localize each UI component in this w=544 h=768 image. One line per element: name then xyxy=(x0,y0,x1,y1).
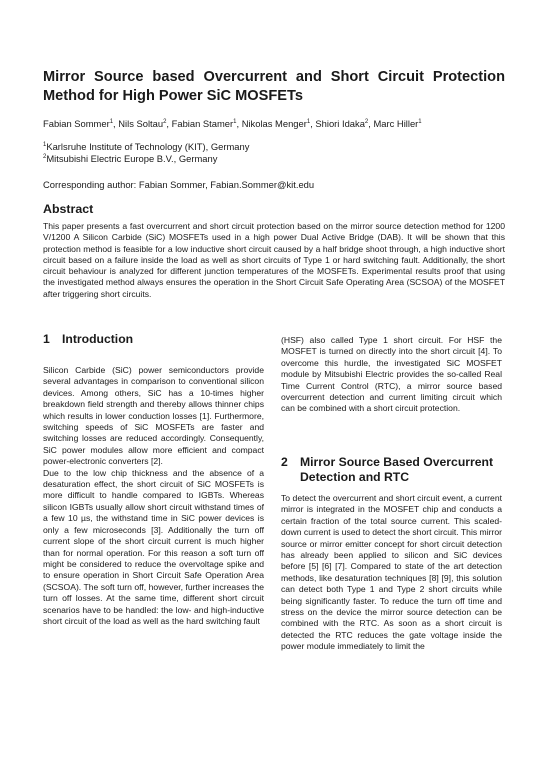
author: Fabian Sommer$^1$, xyxy=(43,118,119,129)
left-column xyxy=(43,365,264,627)
right-column-continuation xyxy=(281,335,502,415)
corresponding-author: Corresponding author: Fabian Sommer, Fabian.Sommer@kit.edu xyxy=(43,179,315,190)
body-paragraph: To detect the overcurrent and short circuit event, a current mirror is integrated in the MOSFET chip and conducts a certain fraction of the total source current. This scaled-down current is used to detect the short circuit. This mirror source or mirror emitter concept for short circuit detection has already been applied to silicon and SiC devices before [5] [6] [7]. Compared to state of the art detection methods, like desaturation techniques [8] [9], this solution can detect both Type 1 and Type 2 short circuits while being significantly faster. To reduce the turn off time and stress on the device the mirror source detection can be combined with the RTC. As soon as a short circuit is detected the RTC reduces the gate voltage inside the power module immediately to limit the xyxy=(281,493,502,652)
author-list xyxy=(43,118,513,130)
body-paragraph: (HSF) also called Type 1 short circuit. For HSF the MOSFET is turned on directly into the short circuit [4]. To overcome this hurdle, the investigated SiC MOSFET module by Mitsubishi Electric provides the so-called Real Time Current Control (RTC), a mirror source based overcurrent detection and current limiting circuit which can be combined with a short circuit protection. xyxy=(281,335,502,414)
body-paragraph: Due to the low chip thickness and the absence of a desaturation effect, the short circuit of SiC MOSFETs is more difficult to handle compared to IGBTs. Whereas silicon IGBTs usually allow short circuit withstand times of a few 10 µs, the withstand time in SiC power devices is only a few microseconds [3]. Additionally the turn off current slope of the short circuit current is much higher than for normal operation. For this reason a soft turn off might be considered to reduce the overvoltage spike and to ensure operation in Short Circuit Safe Operation Area (SCSOA). The soft turn off, however, further increases the turn off losses. At the same time, different short circuit scenarios have to be handled: the low- and high-inductive short circuit of the load as well as the hard switching fault xyxy=(43,467,264,626)
section-heading-introduction: 1 Introduction xyxy=(43,332,134,346)
paper-title: Mirror Source based Overcurrent and Short Circuit Protection Method for High Power SiC MOSFETs xyxy=(43,69,505,104)
author: Marc Hiller$^1$ xyxy=(373,118,422,129)
author: Fabian Stamer$^1$, xyxy=(171,118,242,129)
section-heading-mirror-source: 2 Mirror Source Based Overcurrent Detection and RTC xyxy=(281,455,494,484)
body-paragraph: Silicon Carbide (SiC) power semiconductors provide several advantages in comparison to conventional silicon devices. Among others, SiC has a 10-times higher breakdown field strength and thereby allows thinner chips which results in lower conduction losses [1]. Furthermore, switching speeds of SiC MOSFETs are faster and switching losses are reduced accordingly. Consequently, SiC power modules allow more efficient and compact power-electronic converters [2]. xyxy=(43,365,264,467)
author: Nils Soltau$^2$, xyxy=(118,118,172,129)
author: Nikolas Menger$^1$, xyxy=(241,118,316,129)
affiliation: $^2$Mitsubishi Electric Europe B.V., Germany xyxy=(43,153,218,164)
abstract-heading: Abstract xyxy=(43,202,94,216)
right-column-section2 xyxy=(281,493,502,653)
affiliation: $^1$Karlsruhe Institute of Technology (KIT), Germany xyxy=(43,141,250,152)
author: Shiori Idaka$^2$, xyxy=(315,118,374,129)
abstract-text: This paper presents a fast overcurrent and short circuit protection based on the mirror source detection method for 1200 V/1200 A Silicon Carbide (SiC) MOSFETs used in a high power Dual Active Bridge (DAB). It will be shown that this protection method is feasible for a low inductive short circuit caused by a half bridge shoot through, a high inductive short circuit based on a failure inside the load as well as short circuits of Type 1 or hard switching fault. Additionally, the short circuit behaviour is analyzed for different junction temperatures of the MOSFETs. Experimental results proof that using the investigated method always ensures the operation in the Short Circuit Safe Operating Area (SCSOA) of the MOSFET after triggering short circuits. xyxy=(43,221,505,299)
